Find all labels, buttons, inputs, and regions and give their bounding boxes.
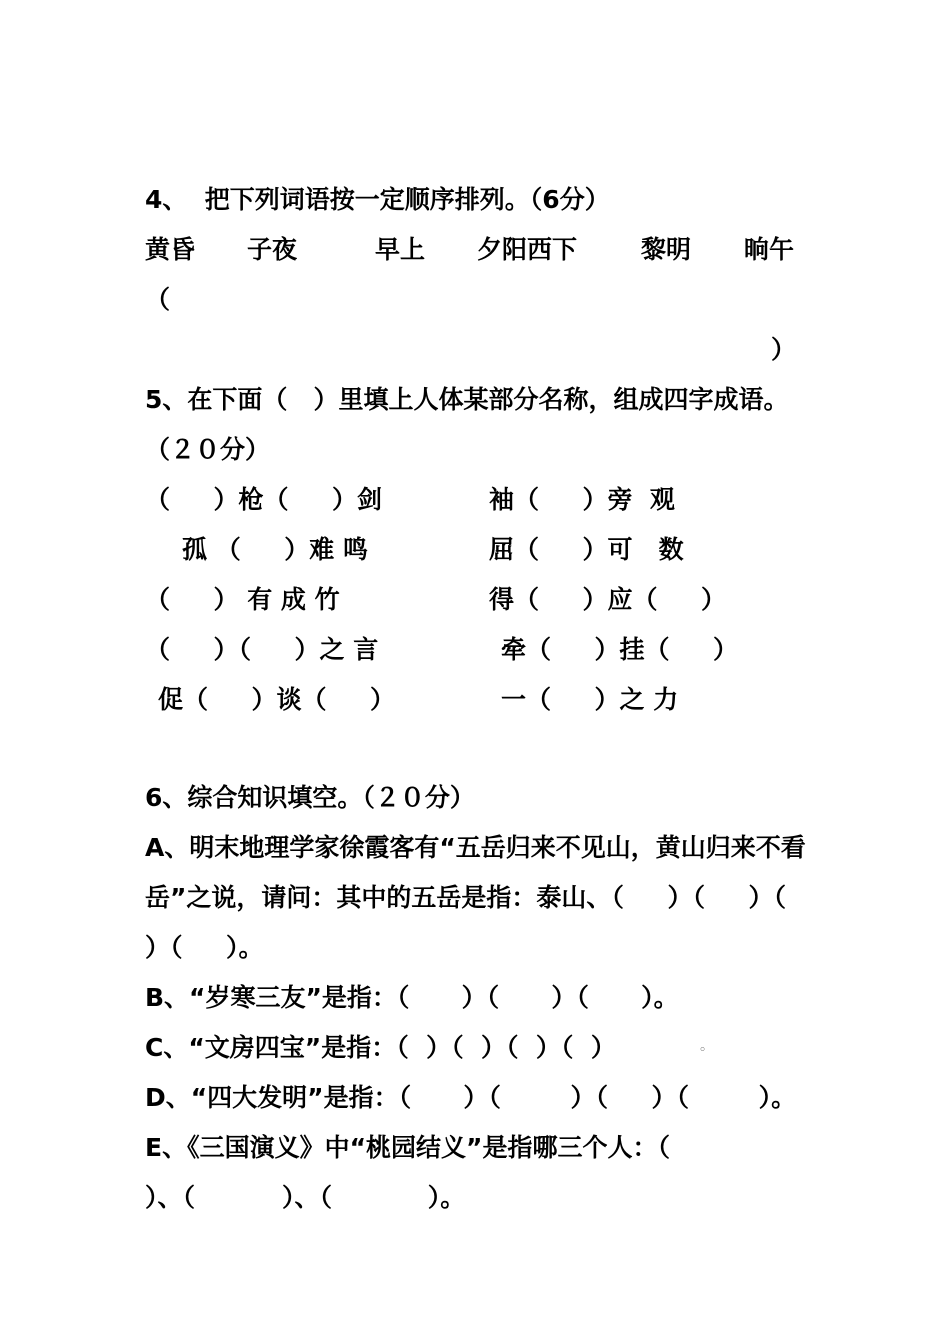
q5-title: 5、在下面（ ）里填上人体某部分名称，组成四字成语。	[145, 385, 789, 414]
q6-e-line1: E、《三国演义》中“桃园结义”是指哪三个人：（	[145, 1133, 670, 1162]
word-dusk: 黄昏	[145, 235, 196, 264]
q6-e-line2: ）、（ ）、（ ）。	[145, 1183, 466, 1212]
q5-score: （２０分）	[145, 435, 271, 464]
answer-paren-open: （	[145, 285, 171, 314]
q6-d: D、“四大发明”是指：（ ）（ ）（ ）（ ）。	[145, 1083, 797, 1112]
q4-title: 4、 把下列词语按一定顺序排列。（6分）	[145, 185, 610, 214]
idiom-right: 得（ ）应（ ）	[489, 585, 727, 614]
idiom-left: 促（ ）谈（ ）	[158, 685, 396, 714]
idiom-left: （ ）（ ）之 言	[145, 635, 379, 664]
q6-title: 6、综合知识填空。（２０分）	[145, 783, 475, 812]
word-morning: 早上	[375, 235, 426, 264]
word-dawn: 黎明	[641, 235, 692, 264]
word-noon: 晌午	[744, 235, 795, 264]
q6-b: B、“岁寒三友”是指：（ ）（ ）（ ）。	[145, 983, 679, 1012]
answer-paren-close: ）	[771, 335, 797, 364]
idiom-right: 牵（ ）挂（ ）	[501, 635, 739, 664]
q6-a-line1: A、明末地理学家徐霞客有“五岳归来不见山，黄山归来不看	[145, 833, 806, 862]
idiom-right: 袖（ ）旁 观	[489, 485, 675, 514]
idiom-right: 一（ ）之 力	[501, 685, 679, 714]
word-sunset: 夕阳西下	[477, 235, 578, 264]
idiom-left: （ ）枪（ ）剑	[145, 485, 383, 514]
idiom-left: 孤 （ ）难 鸣	[182, 535, 368, 564]
q6-c-dot: 。	[700, 1038, 714, 1054]
word-midnight: 子夜	[247, 235, 298, 264]
q6-c: C、“文房四宝”是指：（ ）（ ）（ ）（ ）	[145, 1033, 616, 1062]
idiom-left: （ ） 有 成 竹	[145, 585, 340, 614]
q6-a-line2: 岳”之说，请问：其中的五岳是指：泰山、（ ）（ ）（	[145, 883, 786, 912]
idiom-right: 屈（ ）可 数	[489, 535, 684, 564]
q6-a-line3: ）（ ）。	[145, 933, 264, 962]
